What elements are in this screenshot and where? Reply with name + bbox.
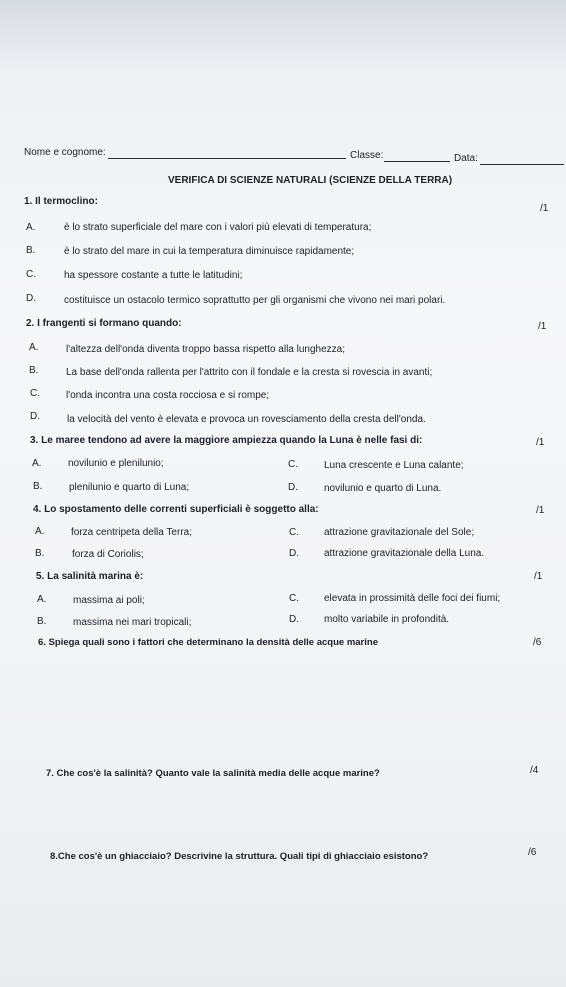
option-letter: B. bbox=[35, 548, 45, 559]
option-letter: C. bbox=[30, 388, 40, 399]
option-letter: A. bbox=[37, 594, 47, 605]
question-5-score: /1 bbox=[534, 571, 543, 582]
question-8-score: /6 bbox=[528, 847, 537, 858]
question-1: 1. Il termoclino: bbox=[24, 196, 98, 207]
option-text: novilunio e quarto di Luna. bbox=[324, 483, 442, 494]
option-letter: B. bbox=[33, 481, 43, 492]
question-7-score: /4 bbox=[530, 765, 539, 776]
page-title: VERIFICA DI SCIENZE NATURALI (SCIENZE DELLA TERRA) bbox=[168, 175, 453, 186]
option-letter: A. bbox=[32, 458, 42, 469]
option-letter: B. bbox=[29, 365, 39, 376]
option-letter: C. bbox=[289, 527, 299, 538]
question-6: 6. Spiega quali sono i fattori che determinano la densità delle acque marine bbox=[38, 637, 378, 648]
option-letter: D. bbox=[289, 614, 299, 625]
option-letter: A. bbox=[29, 342, 39, 353]
option-text: attrazione gravitazionale della Luna. bbox=[324, 548, 485, 559]
option-text: La base dell'onda rallenta per l'attrito con il fondale e la cresta si rovescia in avanti; bbox=[66, 367, 433, 378]
question-3-score: /1 bbox=[536, 437, 545, 448]
option-text: massima ai poli; bbox=[73, 595, 145, 606]
name-label: Nome e cognome: bbox=[24, 147, 106, 158]
option-letter: D. bbox=[30, 411, 40, 422]
option-text: l'onda incontra una costa rocciosa e si rompe; bbox=[66, 390, 270, 401]
option-text: l'altezza dell'onda diventa troppo bassa rispetto alla lunghezza; bbox=[66, 344, 345, 355]
option-text: novilunio e plenilunio; bbox=[68, 458, 164, 469]
option-text: attrazione gravitazionale del Sole; bbox=[324, 527, 475, 538]
option-letter: D. bbox=[26, 293, 36, 304]
class-label: Classe: bbox=[350, 150, 384, 161]
option-text: ha spessore costante a tutte le latitudini; bbox=[64, 270, 243, 281]
name-line bbox=[108, 158, 346, 159]
option-letter: B. bbox=[37, 616, 47, 627]
question-7: 7. Che cos'è la salinità? Quanto vale la salinità media delle acque marine? bbox=[46, 768, 380, 779]
option-letter: B. bbox=[26, 245, 36, 256]
option-letter: C. bbox=[26, 269, 36, 280]
question-2-score: /1 bbox=[538, 321, 547, 332]
option-text: è lo strato del mare in cui la temperatura diminuisce rapidamente; bbox=[64, 246, 355, 257]
option-letter: C. bbox=[289, 593, 299, 604]
option-letter: D. bbox=[288, 482, 298, 493]
question-1-score: /1 bbox=[540, 203, 549, 214]
date-label: Data: bbox=[454, 153, 478, 164]
option-text: forza di Coriolis; bbox=[72, 549, 144, 560]
option-letter: A. bbox=[26, 222, 36, 233]
option-text: massima nei mari tropicali; bbox=[73, 617, 192, 628]
question-4-score: /1 bbox=[536, 505, 545, 516]
option-letter: C. bbox=[288, 459, 298, 470]
option-text: plenilunio e quarto di Luna; bbox=[69, 482, 190, 493]
option-text: molto variabile in profondità. bbox=[324, 614, 450, 625]
option-text: Luna crescente e Luna calante; bbox=[324, 460, 464, 471]
option-text: la velocità del vento è elevata e provoca un rovesciamento della cresta dell'onda. bbox=[67, 414, 426, 425]
question-6-score: /6 bbox=[533, 637, 542, 648]
question-3: 3. Le maree tendono ad avere la maggiore ampiezza quando la Luna è nelle fasi di: bbox=[30, 435, 423, 446]
option-letter: D. bbox=[289, 548, 299, 559]
question-5: 5. La salinità marina è: bbox=[36, 571, 144, 582]
question-4: 4. Lo spostamento delle correnti superficiali è soggetto alla: bbox=[33, 504, 319, 515]
option-text: forza centripeta della Terra; bbox=[71, 527, 192, 538]
option-letter: A. bbox=[35, 526, 45, 537]
option-text: elevata in prossimità delle foci dei fiumi; bbox=[324, 593, 501, 604]
question-2: 2. I frangenti si formano quando: bbox=[26, 318, 182, 329]
class-line bbox=[384, 161, 450, 162]
option-text: è lo strato superficiale del mare con i valori più elevati di temperatura; bbox=[64, 222, 372, 233]
date-line bbox=[480, 164, 564, 165]
option-text: costituisce un ostacolo termico soprattutto per gli organismi che vivono nei mari polari. bbox=[64, 295, 446, 306]
question-8: 8.Che cos'è un ghiacciaio? Descrivine la struttura. Quali tipi di ghiacciaio esistono? bbox=[50, 851, 429, 862]
